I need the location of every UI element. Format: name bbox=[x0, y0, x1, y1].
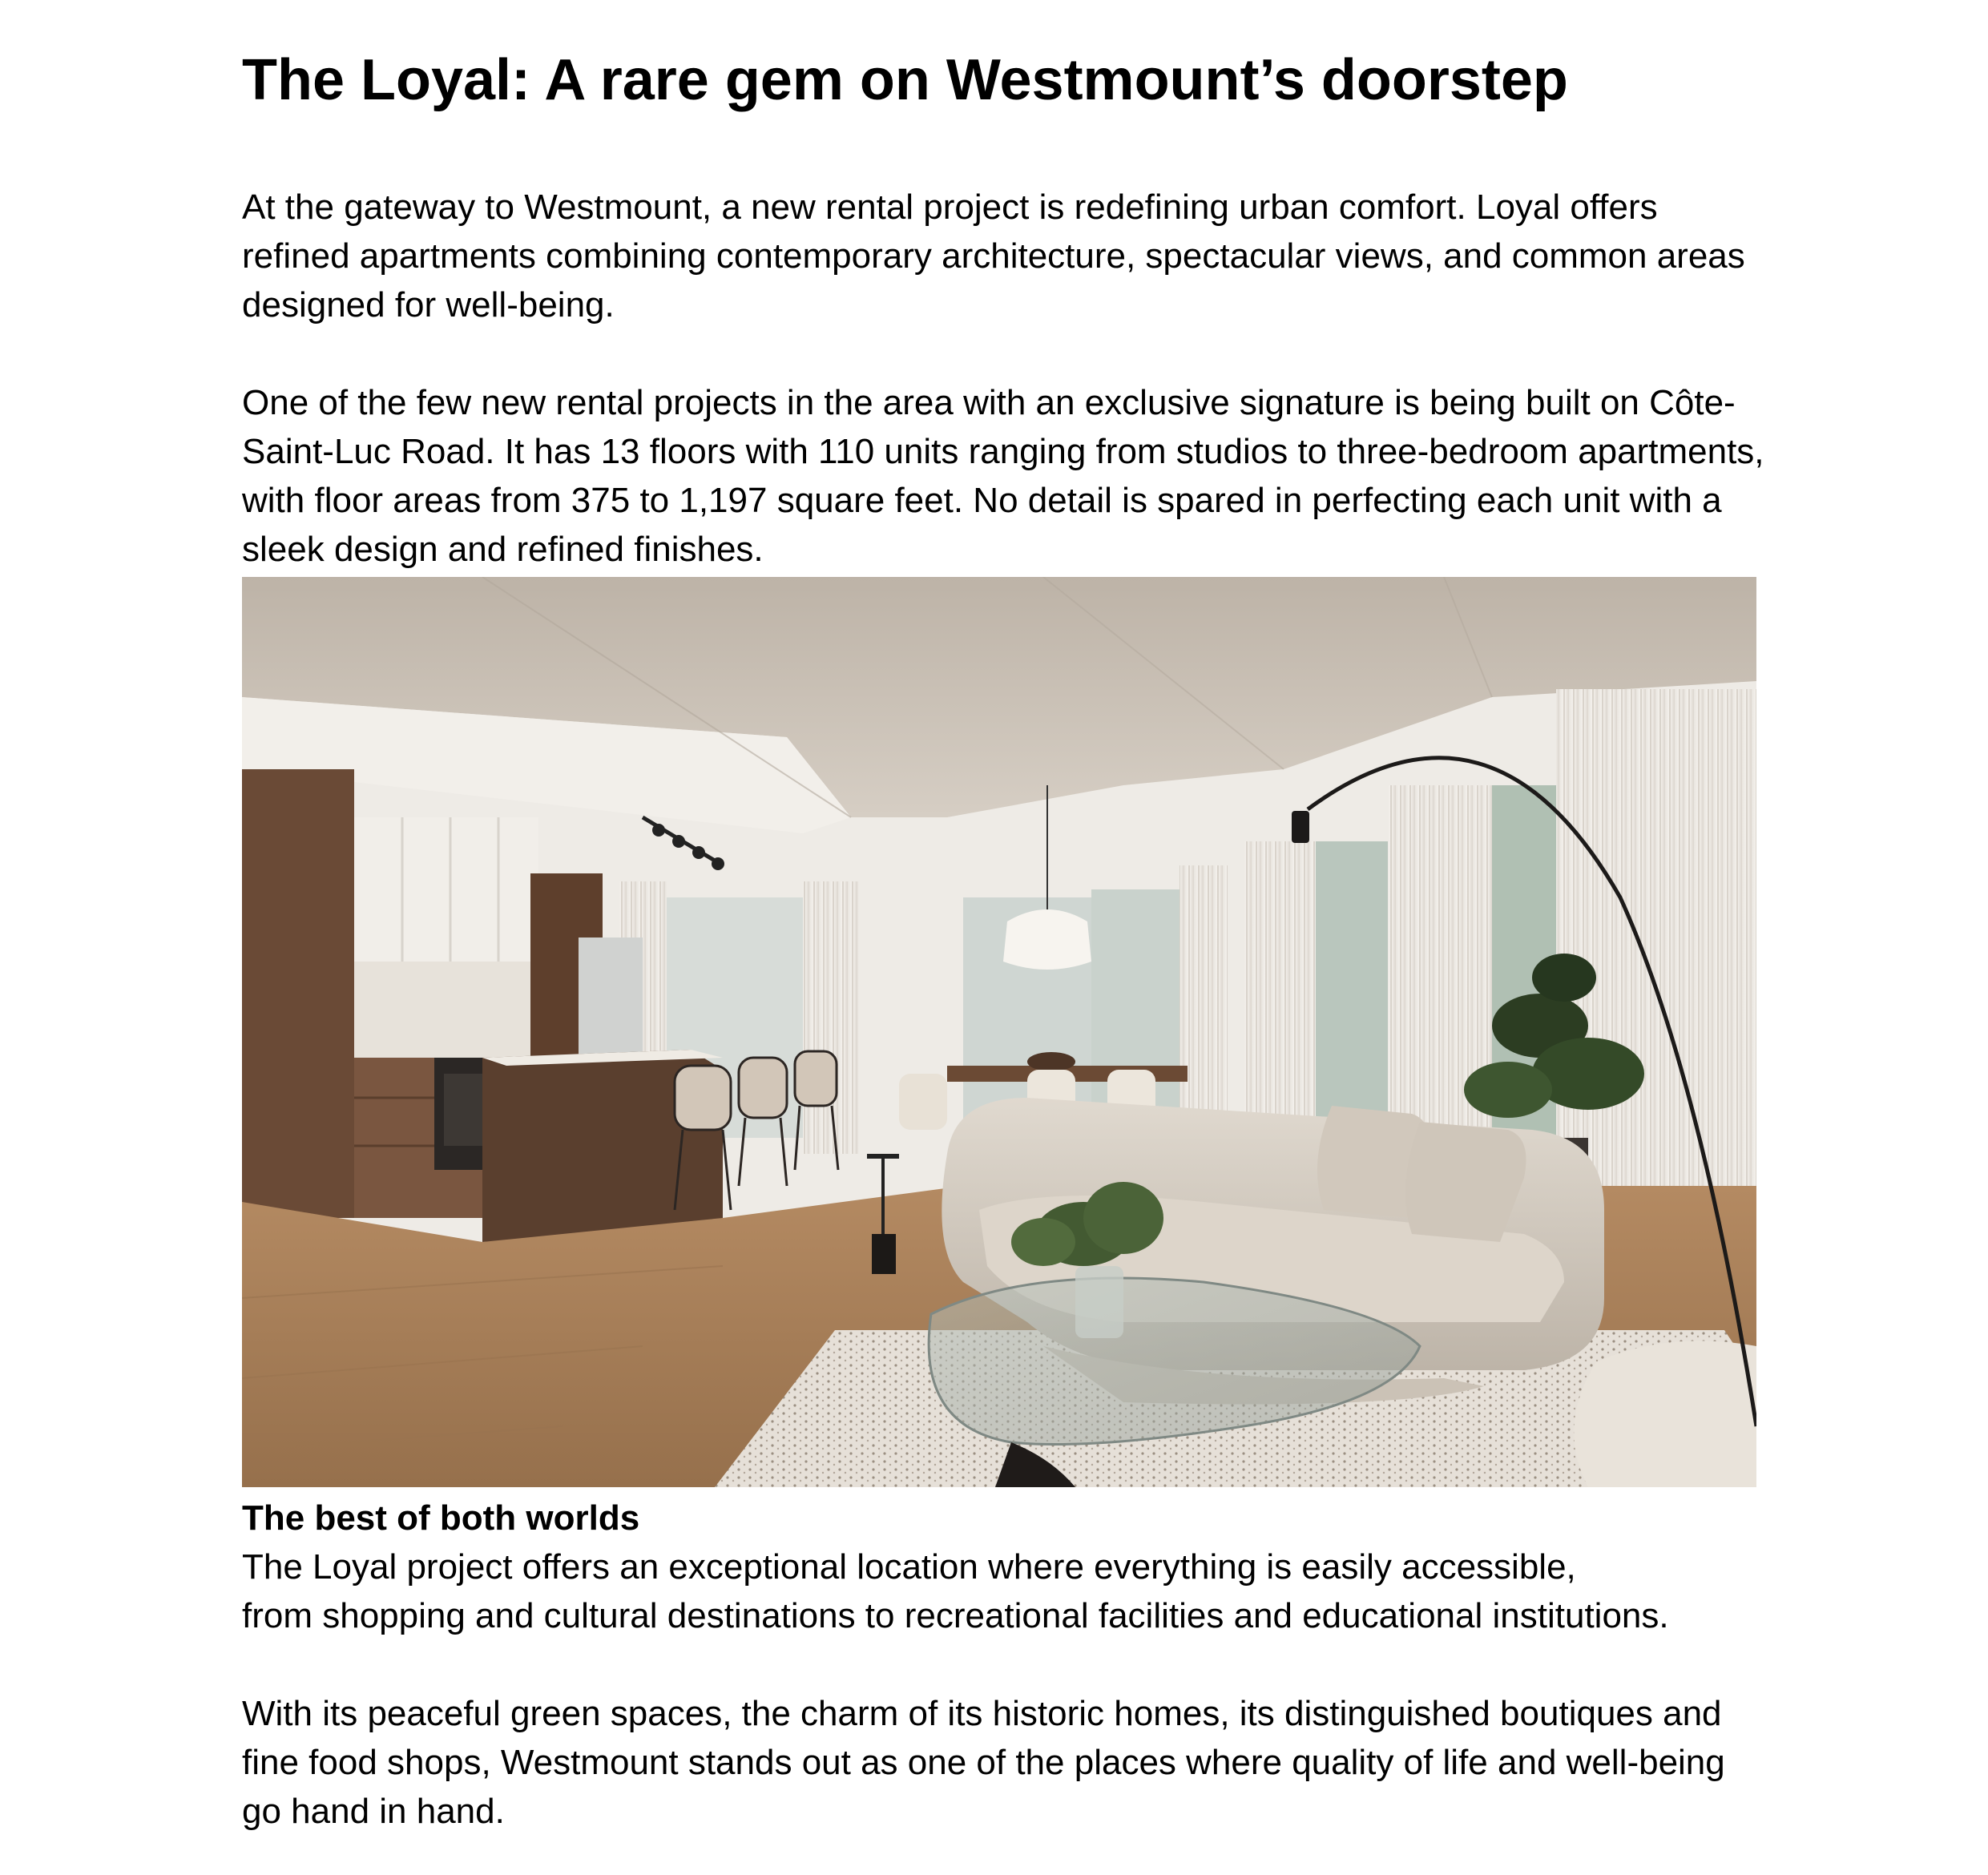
intro-paragraph: At the gateway to Westmount, a new rental project is redefining urban comfort. Loyal offers refined apartments combining contemporary architecture, spectacular views, and common areas designed for well-being. bbox=[242, 188, 1745, 325]
closing-paragraph: With its peaceful green spaces, the charm of its historic homes, its distinguished boutiques and fine food shops, Westmount stands out as one of the places where quality of life and well-being go hand in hand. bbox=[242, 1694, 1725, 1831]
details-paragraph: One of the few new rental projects in the area with an exclusive signature is being built on Côte-Saint-Luc Road. It has 13 floors with 110 units ranging from studios to three-bedroom apartments, with floor areas from 375 to 1,197 square feet. No detail is spared in perfecting each unit with a sleek design and refined finishes. bbox=[242, 383, 1764, 569]
location-line-1: The Loyal project offers an exceptional location where everything is easily accessible, bbox=[242, 1547, 1576, 1587]
apartment-interior-photo bbox=[242, 577, 1756, 1487]
location-paragraph bbox=[242, 1542, 1764, 1640]
interior-illustration bbox=[242, 577, 1756, 1487]
article-title: The Loyal: A rare gem on Westmount’s doorstep bbox=[242, 48, 1568, 112]
section-heading: The best of both worlds bbox=[242, 1498, 640, 1538]
location-line-2: from shopping and cultural destinations to recreational facilities and educational institutions. bbox=[242, 1596, 1669, 1635]
article bbox=[242, 42, 1764, 1836]
